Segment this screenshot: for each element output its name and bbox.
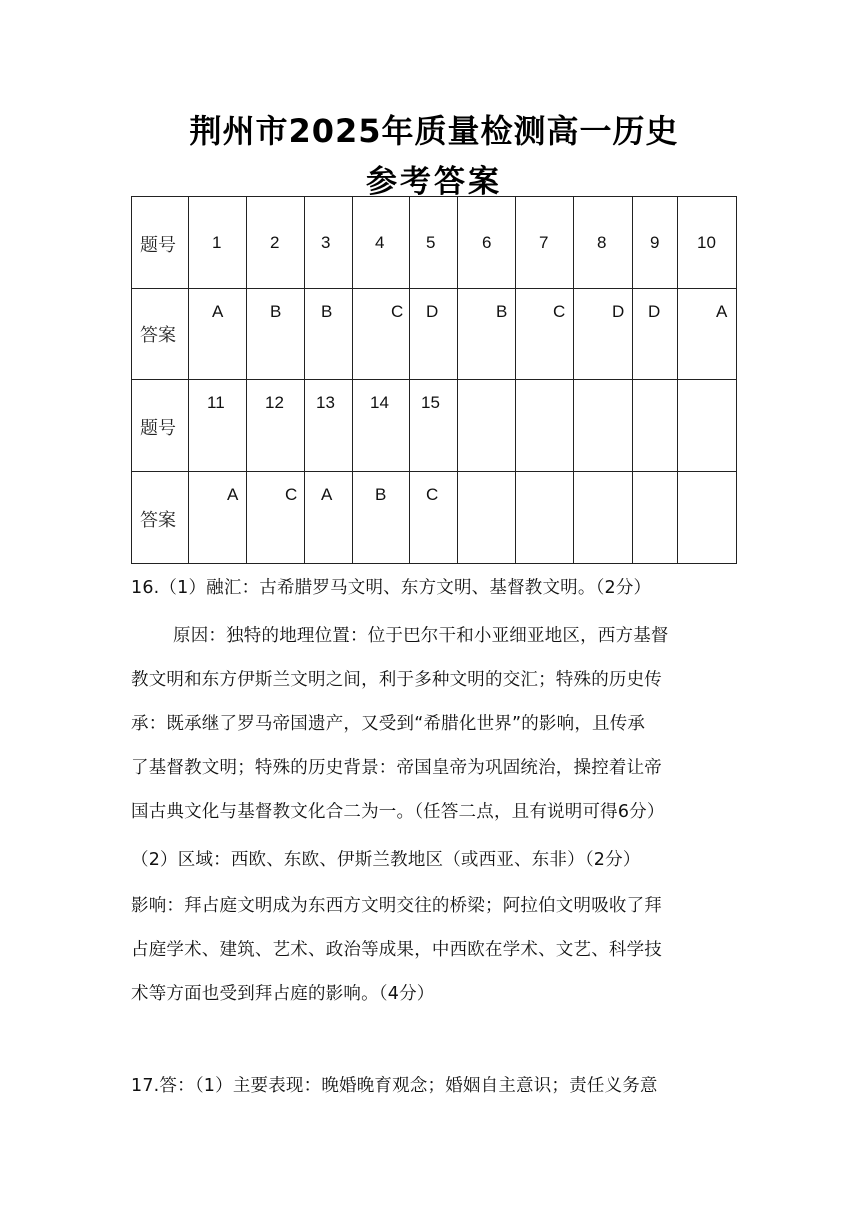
table-cell [458,380,516,472]
answer-value: C [391,302,404,321]
table-cell [678,197,737,289]
table-cell [633,380,678,472]
q16-line: 原因：独特的地理位置：位于巴尔干和小亚细亚地区，西方基督 [173,626,669,646]
answer-value: B [270,302,282,321]
answer-value: D [426,302,439,321]
answer-value: A [212,302,224,321]
table-cell [132,472,189,564]
answer-value: A [227,485,239,504]
table-cell [189,289,247,380]
answer-value: C [285,485,298,504]
table-cell [305,289,353,380]
table-cell [189,472,247,564]
table-cell [678,472,737,564]
q16-line: 承：既承继了罗马帝国遗产，又受到“希腊化世界”的影响，且传承 [131,714,646,734]
table-cell [516,197,574,289]
table-cell [516,472,574,564]
table-cell [574,472,633,564]
answer-value: C [426,485,439,504]
page-subtitle: 参考答案 [366,164,502,200]
table-cell [410,380,458,472]
q16-line: （2）区域：西欧、东欧、伊斯兰教地区（或西亚、东非）（2分） [131,850,641,870]
table-cell [305,472,353,564]
table-row [132,197,737,289]
table-cell [410,472,458,564]
table-cell [678,289,737,380]
table-cell [305,380,353,472]
table-cell [633,472,678,564]
table-cell [353,289,410,380]
table-cell [247,380,305,472]
table-cell [305,197,353,289]
question-number: 8 [597,233,607,252]
q16-line: 16.（1）融汇：古希腊罗马文明、东方文明、基督教文明。（2分） [131,578,652,598]
q16-line: 占庭学术、建筑、艺术、政治等成果，中西欧在学术、文艺、科学技 [131,940,662,960]
table-cell [132,380,189,472]
table-cell [678,380,737,472]
table-row [132,472,737,564]
table-cell [189,197,247,289]
question-number: 14 [370,393,389,412]
table-cell [458,197,516,289]
q16-line: 教文明和东方伊斯兰文明之间，利于多种文明的交汇；特殊的历史传 [131,670,662,690]
row-label-answer: 答案 [140,510,176,531]
q16-line: 国古典文化与基督教文化合二为一。（任答二点，且有说明可得6分） [131,802,665,822]
answer-value: D [648,302,661,321]
question-number: 5 [426,233,436,252]
question-number: 6 [482,233,492,252]
table-cell [574,197,633,289]
question-number: 3 [321,233,331,252]
table-cell [574,380,633,472]
answer-value: B [321,302,333,321]
table-cell [247,197,305,289]
table-cell [458,472,516,564]
table-cell [458,289,516,380]
question-number: 7 [539,233,549,252]
question-number: 9 [650,233,660,252]
row-label-answer: 答案 [140,325,176,346]
q17-line: 17.答：（1）主要表现：晚婚晚育观念；婚姻自主意识；责任义务意 [131,1076,658,1096]
q16-line: 术等方面也受到拜占庭的影响。（4分） [131,984,435,1004]
table-cell [633,289,678,380]
table-cell [132,197,189,289]
table-cell [516,289,574,380]
table-cell [353,472,410,564]
answer-value: D [612,302,625,321]
question-number: 4 [375,233,385,252]
table-cell [247,472,305,564]
table-cell [247,289,305,380]
q16-line: 了基督教文明；特殊的历史背景：帝国皇帝为巩固统治，操控着让帝 [131,758,662,778]
q16-line: 影响：拜占庭文明成为东西方文明交往的桥梁；阿拉伯文明吸收了拜 [131,896,662,916]
row-label-question: 题号 [140,235,176,256]
table-cell [353,197,410,289]
table-row [132,380,737,472]
question-number: 11 [207,393,225,412]
question-number: 2 [270,233,280,252]
table-cell [410,289,458,380]
table-cell [353,380,410,472]
answer-value: B [375,485,387,504]
question-number: 10 [697,233,716,252]
table-cell [189,380,247,472]
table-cell [516,380,574,472]
page-title: 荆州市2025年质量检测高一历史 [189,112,679,150]
answer-value: C [553,302,566,321]
answer-value: B [496,302,508,321]
table-cell [410,197,458,289]
answer-value: A [321,485,333,504]
question-number: 15 [421,393,440,412]
answer-value: A [716,302,728,321]
row-label-question: 题号 [140,418,176,439]
answer-table [131,196,737,564]
table-cell [132,289,189,380]
question-number: 12 [265,393,284,412]
question-number: 1 [212,233,222,252]
table-cell [574,289,633,380]
question-number: 13 [316,393,335,412]
table-cell [633,197,678,289]
table-row [132,289,737,380]
